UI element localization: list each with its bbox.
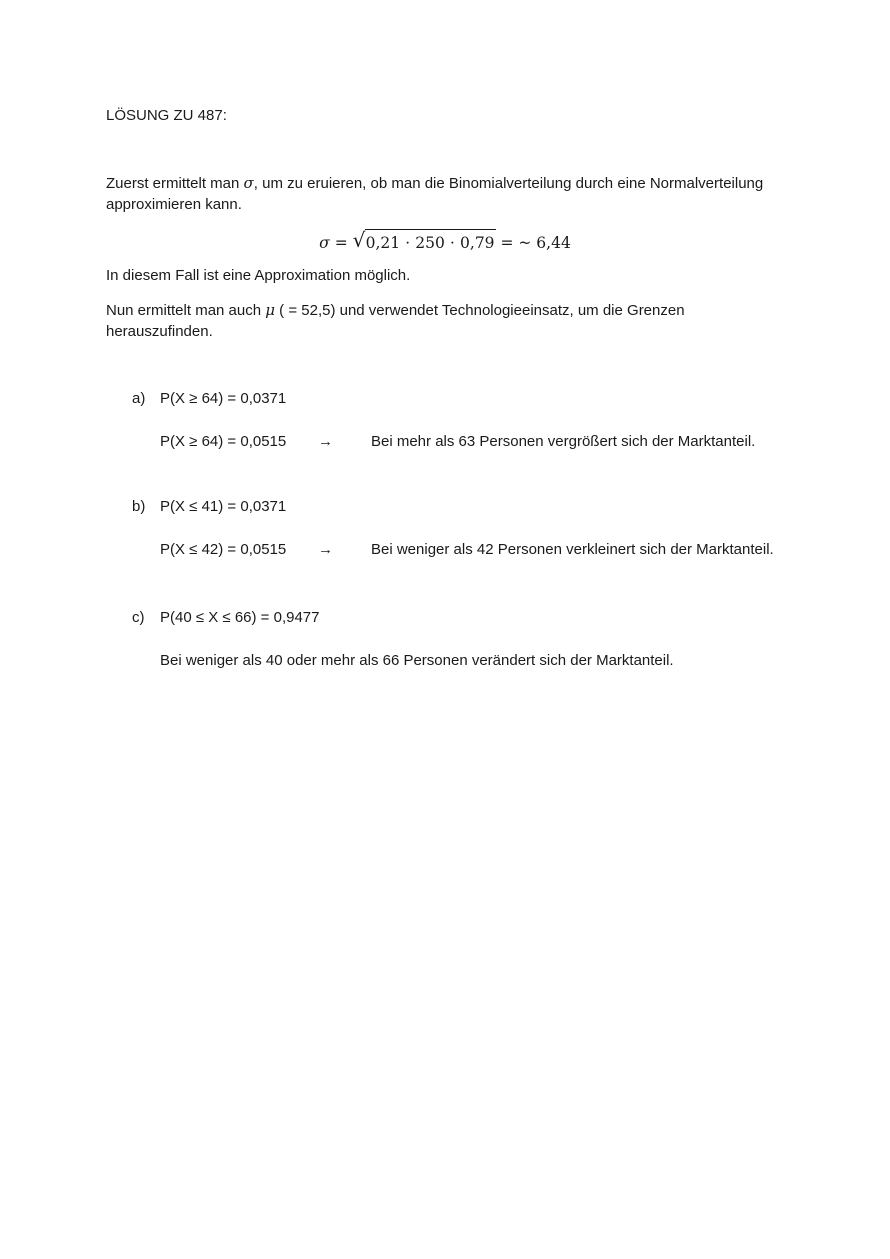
intro-paragraph-line2: approximieren kann. bbox=[106, 196, 242, 213]
formula-equals: = bbox=[329, 234, 353, 252]
formula-radicand: 0,21 ⋅ 250 ⋅ 0,79 bbox=[365, 229, 496, 256]
mu-paragraph-line1 bbox=[106, 299, 796, 322]
mu-symbol: μ bbox=[265, 301, 275, 319]
mu-text-before: Nun ermittelt man auch bbox=[106, 302, 266, 319]
intro-text-before-sigma: Zuerst ermittelt man bbox=[106, 175, 244, 192]
item-b-label: b) bbox=[132, 498, 146, 515]
item-b-probability-1: P(X ≤ 41) = 0,0371 bbox=[160, 498, 287, 515]
arrow-right-icon: → bbox=[318, 541, 333, 558]
approximation-note: In diesem Fall ist eine Approximation möglich. bbox=[106, 267, 411, 284]
item-c-conclusion: Bei weniger als 40 oder mehr als 66 Personen verändert sich der Marktanteil. bbox=[160, 652, 674, 669]
solution-heading: LÖSUNG ZU 487: bbox=[106, 107, 227, 124]
item-b-probability-2: P(X ≤ 42) = 0,0515 bbox=[160, 541, 287, 558]
intro-paragraph-line1 bbox=[106, 172, 796, 195]
radical-sign-icon: √ bbox=[352, 228, 366, 252]
formula-rhs: = ~ 6,44 bbox=[495, 234, 571, 252]
item-a-probability-1: P(X ≥ 64) = 0,0371 bbox=[160, 390, 287, 407]
item-a-label: a) bbox=[132, 390, 146, 407]
sigma-symbol: σ bbox=[243, 174, 254, 192]
item-c-label: c) bbox=[132, 609, 145, 626]
intro-text-after-sigma: , um zu eruieren, ob man die Binomialverteilung durch eine Normalverteilung bbox=[253, 175, 764, 192]
item-b-conclusion: Bei weniger als 42 Personen verkleinert sich der Marktanteil. bbox=[371, 541, 774, 558]
mu-text-after: ( = 52,5) und verwendet Technologieeinsatz, um die Grenzen bbox=[275, 302, 685, 319]
arrow-right-icon: → bbox=[318, 433, 333, 450]
sigma-formula bbox=[0, 229, 890, 256]
item-a-conclusion: Bei mehr als 63 Personen vergrößert sich der Marktanteil. bbox=[371, 433, 756, 450]
formula-lhs: σ bbox=[319, 234, 330, 252]
item-c-probability: P(40 ≤ X ≤ 66) = 0,9477 bbox=[160, 609, 320, 626]
square-root bbox=[353, 229, 496, 256]
mu-paragraph-line2: herauszufinden. bbox=[106, 323, 213, 340]
item-a-probability-2: P(X ≥ 64) = 0,0515 bbox=[160, 433, 287, 450]
